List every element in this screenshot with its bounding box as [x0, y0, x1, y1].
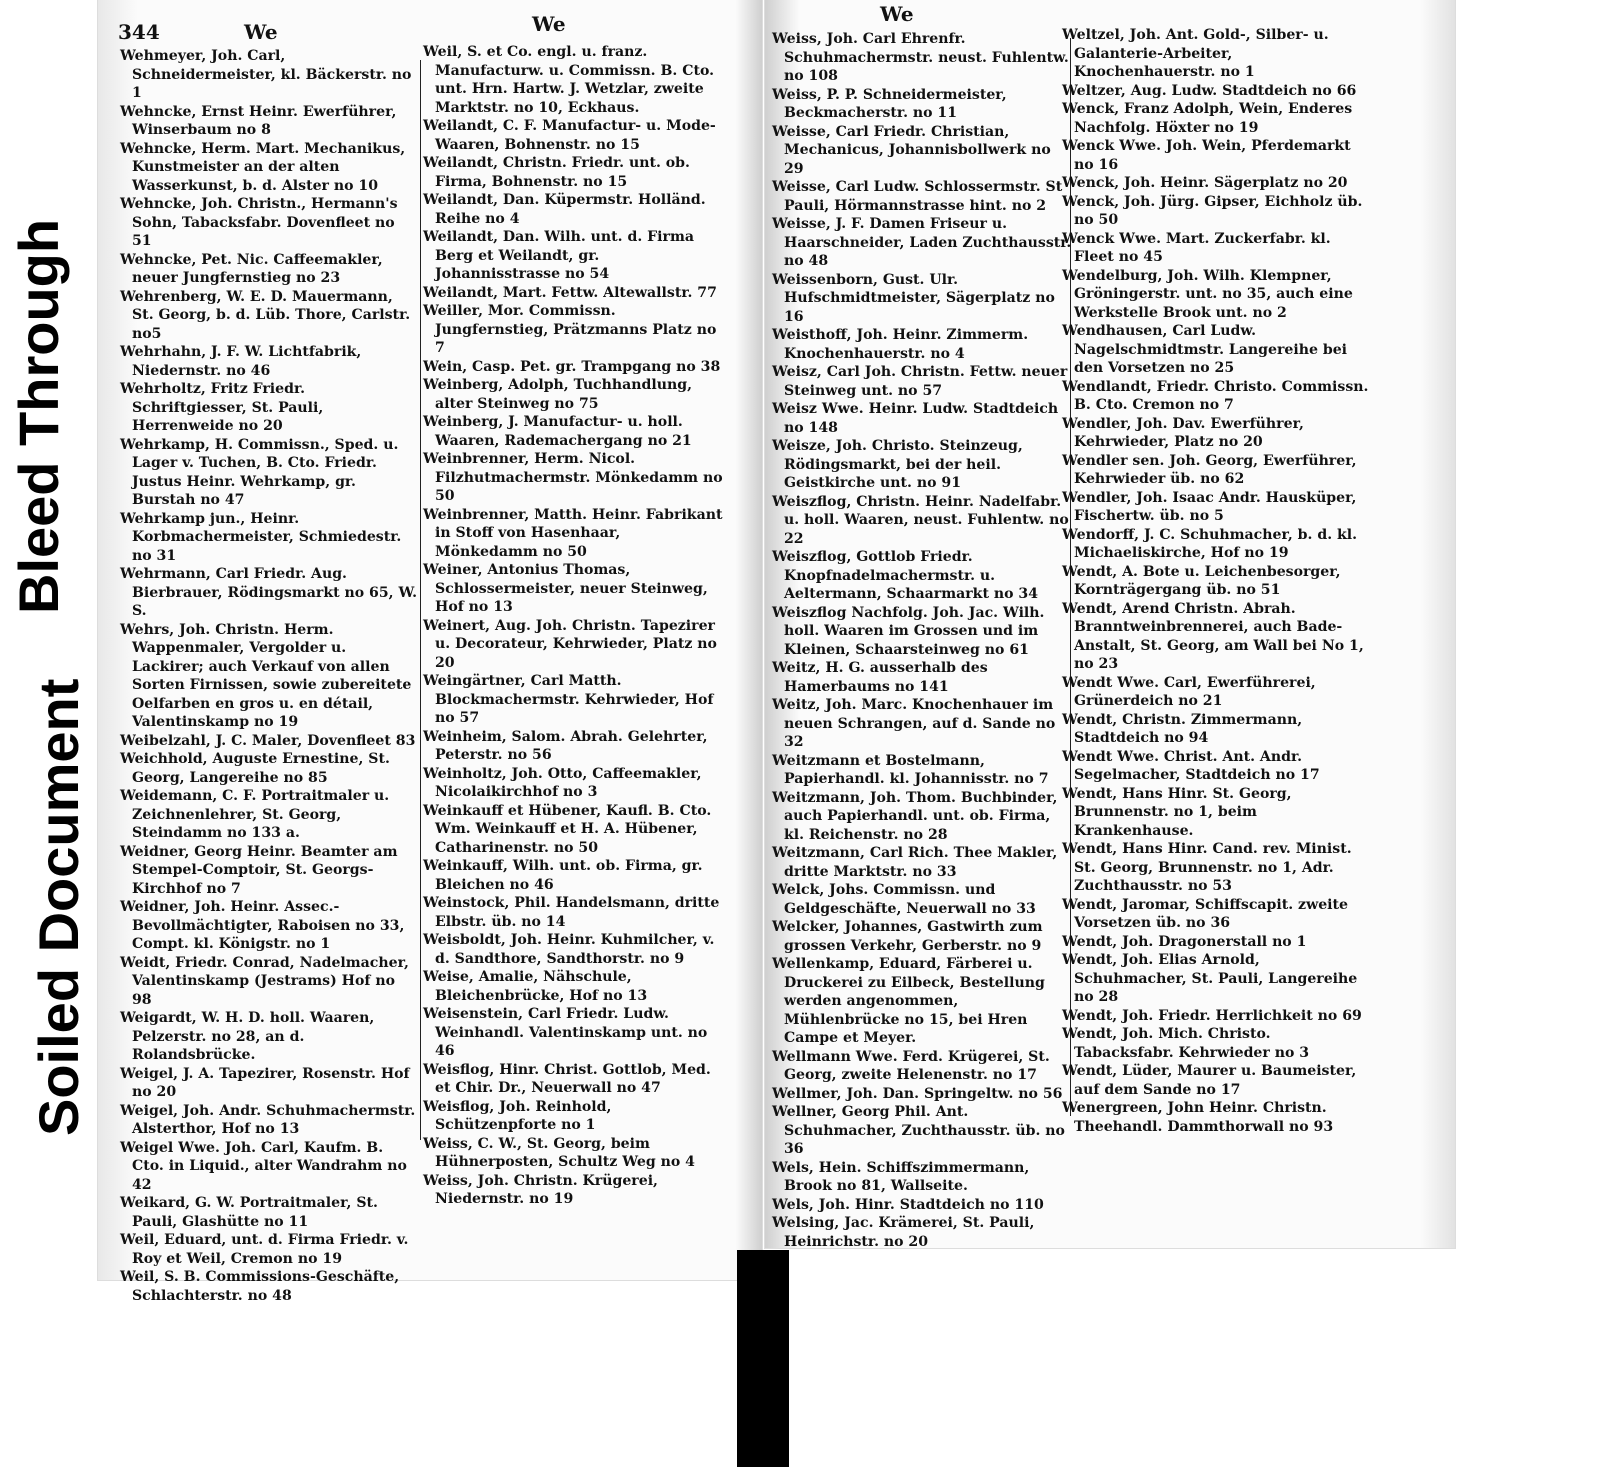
directory-entry: Weinberg, Adolph, Tuchhandlung, alter Steinweg no 75: [423, 377, 692, 412]
directory-entry: Wendt Wwe. Christ. Ant. Andr. Segelmacher, Stadtdeich no 17: [1062, 748, 1320, 783]
directory-entry: Weiss, Joh. Carl Ehrenfr. Schuhmachermstr. neust. Fuhlentw. no 108: [772, 31, 1069, 84]
directory-entry: Weinert, Aug. Joh. Christn. Tapezirer u. Decorateur, Kehrwieder, Platz no 20: [423, 617, 717, 671]
directory-entry: Weigel Wwe. Joh. Carl, Kaufm. B. Cto. in Liquid., alter Wandrahm no 42: [120, 1139, 407, 1193]
directory-entry: Wehncke, Herm. Mart. Mechanikus, Kunstmeister an der alten Wasserkunst, b. d. Alster no 10: [120, 140, 406, 194]
directory-entry: Weinholtz, Joh. Otto, Caffeemakler, Nicolaikirchhof no 3: [423, 765, 702, 800]
directory-entry: Weilandt, Christn. Friedr. unt. ob. Firma, Bohnenstr. no 15: [423, 155, 690, 190]
directory-entry: Weisflog, Hinr. Christ. Gottlob, Med. et Chir. Dr., Neuerwall no 47: [423, 1061, 711, 1096]
directory-entry: Weitz, Joh. Marc. Knochenhauer im neuen Schrangen, auf d. Sande no 32: [772, 697, 1056, 750]
directory-entry: Wendt Wwe. Carl, Ewerführerei, Grünerdeich no 21: [1062, 674, 1316, 709]
directory-entry: Weiss, Joh. Christn. Krügerei, Niedernstr. no 19: [423, 1172, 658, 1207]
directory-entry: Weikard, G. W. Portraitmaler, St. Pauli, Glashütte no 11: [120, 1195, 378, 1230]
directory-entry: Wenck, Joh. Heinr. Sägerplatz no 20: [1062, 175, 1348, 191]
left-page-header-right: We: [532, 12, 566, 36]
directory-entry: Weiss, P. P. Schneidermeister, Beckmacherstr. no 11: [772, 86, 1007, 121]
directory-entry: Weissenborn, Gust. Ulr. Hufschmidtmeister, Sägerplatz no 16: [772, 271, 1055, 325]
directory-entry: Weitzmann, Joh. Thom. Buchbinder, auch Papierhandl. unt. ob. Firma, kl. Reichenstr. no 28: [772, 789, 1058, 843]
directory-entry: Weinbrenner, Matth. Heinr. Fabrikant in Stoff von Hasenhaar, Mönkedamm no 50: [423, 506, 723, 560]
directory-entry: Wendt, Joh. Friedr. Herrlichkeit no 69: [1062, 1007, 1362, 1024]
directory-entry: Wehmeyer, Joh. Carl, Schneidermeister, kl. Bäckerstr. no 1: [120, 48, 412, 101]
directory-entry: Weiszflog Nachfolg. Joh. Jac. Wilh. holl. Waaren im Grossen und im Kleinen, Schaarsteinweg no 61: [772, 604, 1045, 658]
right-page-header: We: [880, 2, 914, 26]
directory-entry: Wein, Casp. Pet. gr. Trampgang no 38: [423, 358, 721, 375]
directory-entry: Wehncke, Pet. Nic. Caffeemakler, neuer Jungfernstieg no 23: [120, 251, 383, 286]
directory-entry: Weil, Eduard, unt. d. Firma Friedr. v. Roy et Weil, Cremon no 19: [120, 1232, 409, 1267]
directory-entry: Weisz, Carl Joh. Christn. Fettw. neuer Steinweg unt. no 57: [772, 364, 1068, 399]
directory-entry: Wendorff, J. C. Schuhmacher, b. d. kl. Michaeliskirche, Hof no 19: [1062, 526, 1358, 561]
directory-entry: Weingärtner, Carl Matth. Blockmachermstr. Kehrwieder, Hof no 57: [423, 673, 714, 726]
directory-entry: Wenergreen, John Heinr. Christn. Theehandl. Dammthorwall no 93: [1062, 1100, 1334, 1135]
directory-entry: Wehrmann, Carl Friedr. Aug. Bierbrauer, Rödingsmarkt no 65, W. S.: [120, 566, 418, 619]
directory-entry: Weidner, Joh. Heinr. Assec.-Bevollmächtigter, Raboisen no 33, Compt. kl. Königstr. no 1: [120, 899, 405, 952]
left-page-column-2: [423, 43, 725, 1209]
soiled-document-label: Soiled Document: [27, 678, 90, 1136]
directory-entry: Wenck Wwe. Joh. Wein, Pferdemarkt no 16: [1062, 138, 1351, 173]
directory-entry: Weisse, J. F. Damen Friseur u. Haarschneider, Laden Zuchthausstr. no 48: [772, 216, 1072, 269]
directory-entry: Wels, Joh. Hinr. Stadtdeich no 110: [772, 1196, 1044, 1213]
directory-entry: Wehrkamp jun., Heinr. Korbmachermeister, Schmiedestr. no 31: [120, 510, 402, 564]
gutter-shadow: [737, 1250, 789, 1467]
left-page-header-left: We: [244, 20, 278, 44]
directory-entry: Wendler, Joh. Isaac Andr. Hausküper, Fischertw. üb. no 5: [1062, 489, 1357, 524]
directory-entry: Wellenkamp, Eduard, Färberei u. Druckerei zu Eilbeck, Bestellung werden angenommen, Mühlenbrücke no 15, bei Hren Campe et Meyer.: [772, 956, 1045, 1046]
directory-entry: Weltzel, Joh. Ant. Gold-, Silber- u. Galanterie-Arbeiter, Knochenhauerstr. no 1: [1062, 27, 1329, 80]
directory-entry: Weil, S. et Co. engl. u. franz. Manufacturw. u. Commissn. B. Cto. unt. Hrn. Hartw. J. Wetzlar, zweite Marktstr. no 10, Eckhaus.: [423, 44, 715, 116]
directory-entry: Welsing, Jac. Krämerei, St. Pauli, Heinrichstr. no 20: [772, 1215, 1035, 1250]
directory-entry: Weiner, Antonius Thomas, Schlossermeister, neuer Steinweg, Hof no 13: [423, 562, 708, 615]
directory-entry: Wendler sen. Joh. Georg, Ewerführer, Kehrwieder üb. no 62: [1062, 452, 1357, 487]
directory-entry: Weilandt, C. F. Manufactur- u. Mode-Waaren, Bohnenstr. no 15: [423, 118, 716, 153]
directory-entry: Weibelzahl, J. C. Maler, Dovenfleet 83: [120, 732, 416, 749]
directory-entry: Wehncke, Ernst Heinr. Ewerführer, Winserbaum no 8: [120, 103, 397, 138]
directory-entry: Wellmann Wwe. Ferd. Krügerei, St. Georg, zweite Helenenstr. no 17: [772, 1048, 1050, 1083]
directory-entry: Wendt, Joh. Dragonerstall no 1: [1062, 933, 1307, 950]
directory-entry: Wendler, Joh. Dav. Ewerführer, Kehrwieder, Platz no 20: [1062, 415, 1304, 450]
directory-entry: Wendelburg, Joh. Wilh. Klempner, Gröningerstr. unt. no 35, auch eine Werkstelle Brook unt. no 2: [1062, 267, 1353, 321]
directory-entry: Weinberg, J. Manufactur- u. holl. Waaren, Rademachergang no 21: [423, 414, 692, 449]
directory-entry: Wenck Wwe. Mart. Zuckerfabr. kl. Fleet no 45: [1062, 230, 1331, 265]
directory-entry: Wehrkamp, H. Commissn., Sped. u. Lager v. Tuchen, B. Cto. Friedr. Justus Heinr. Wehrkamp, gr. Burstah no 47: [120, 436, 399, 508]
column-rule-left: [420, 60, 421, 1140]
directory-entry: Wendhausen, Carl Ludw. Nagelschmidtmstr. Langereihe bei den Vorsetzen no 25: [1062, 323, 1348, 376]
directory-entry: Wehncke, Joh. Christn., Hermann's Sohn, Tabacksfabr. Dovenfleet no 51: [120, 196, 398, 249]
directory-entry: Weinstock, Phil. Handelsmann, dritte Elbstr. üb. no 14: [423, 895, 720, 930]
directory-entry: Weichhold, Auguste Ernestine, St. Georg, Langereihe no 85: [120, 751, 390, 786]
directory-entry: Weisboldt, Joh. Heinr. Kuhmilcher, v. d. Sandthore, Sandthorstr. no 9: [423, 932, 715, 967]
right-page-column-2: [1062, 26, 1372, 1136]
directory-entry: Weisenstein, Carl Friedr. Ludw. Weinhandl. Valentinskamp unt. no 46: [423, 1006, 708, 1059]
directory-entry: Weiss, C. W., St. Georg, beim Hühnerposten, Schultz Weg no 4: [423, 1135, 695, 1170]
directory-entry: Wehrhahn, J. F. W. Lichtfabrik, Niedernstr. no 46: [120, 344, 362, 379]
directory-entry: Wendt, Jaromar, Schiffscapit. zweite Vorsetzen üb. no 36: [1062, 896, 1348, 931]
directory-entry: Weigel, Joh. Andr. Schuhmachermstr. Alsterthor, Hof no 13: [120, 1102, 416, 1137]
right-page-column-1: [772, 30, 1072, 1251]
directory-entry: Wels, Hein. Schiffszimmermann, Brook no 81, Wallseite.: [772, 1159, 1030, 1194]
directory-entry: Weisflog, Joh. Reinhold, Schützenpforte no 1: [423, 1098, 612, 1133]
directory-entry: Weil, S. B. Commissions-Geschäfte, Schlachterstr. no 48: [120, 1269, 400, 1304]
directory-entry: Weinkauff et Hübener, Kaufl. B. Cto. Wm. Weinkauff et H. A. Hübener, Catharinenstr. no 50: [423, 802, 712, 856]
directory-entry: Wendt, Joh. Elias Arnold, Schuhmacher, St. Pauli, Langereihe no 28: [1062, 952, 1358, 1005]
directory-entry: Wehrenberg, W. E. D. Mauermann, St. Georg, b. d. Lüb. Thore, Carlstr. no5: [120, 288, 411, 342]
directory-entry: Weigel, J. A. Tapezirer, Rosenstr. Hof no 20: [120, 1065, 410, 1100]
directory-entry: Weiszflog, Christn. Heinr. Nadelfabr. u. holl. Waaren, neust. Fuhlentw. no 22: [772, 493, 1069, 547]
directory-entry: Weidemann, C. F. Portraitmaler u. Zeichnenlehrer, St. Georg, Steindamm no 133 a.: [120, 788, 390, 841]
directory-entry: Wenck, Joh. Jürg. Gipser, Eichholz üb. no 50: [1062, 193, 1363, 228]
directory-entry: Wellner, Georg Phil. Ant. Schuhmacher, Zuchthausstr. üb. no 36: [772, 1104, 1065, 1157]
directory-entry: Weise, Amalie, Nähschule, Bleichenbrücke, Hof no 13: [423, 969, 648, 1004]
directory-entry: Weisze, Joh. Christo. Steinzeug, Rödingsmarkt, bei der heil. Geistkirche unt. no 91: [772, 438, 1023, 491]
directory-entry: Wehrs, Joh. Christn. Herm. Wappenmaler, Vergolder u. Lackirer; auch Verkauf von allen Sorten Firnissen, sowie zubereitete Oelfarben en gros u. en détail, Valentinskamp no 19: [120, 621, 412, 730]
directory-entry: Weidner, Georg Heinr. Beamter am Stempel-Comptoir, St. Georgs-Kirchhof no 7: [120, 843, 398, 897]
directory-entry: Weisz Wwe. Heinr. Ludw. Stadtdeich no 148: [772, 401, 1059, 436]
directory-entry: Weinheim, Salom. Abrah. Gelehrter, Peterstr. no 56: [423, 728, 708, 763]
directory-entry: Wendt, Lüder, Maurer u. Baumeister, auf dem Sande no 17: [1062, 1063, 1357, 1098]
directory-entry: Wehrholtz, Fritz Friedr. Schriftgiesser, St. Pauli, Herrenweide no 20: [120, 381, 324, 434]
directory-entry: Welck, Johs. Commissn. und Geldgeschäfte, Neuerwall no 33: [772, 882, 1036, 917]
directory-entry: Weinbrenner, Herm. Nicol. Filzhutmachermstr. Mönkedamm no 50: [423, 451, 723, 504]
directory-entry: Weilandt, Mart. Fettw. Altewallstr. 77: [423, 284, 717, 301]
directory-entry: Wendt, Hans Hinr. St. Georg, Brunnenstr. no 1, beim Krankenhause.: [1062, 785, 1292, 839]
directory-entry: Wellmer, Joh. Dan. Springeltw. no 56: [772, 1085, 1063, 1102]
directory-entry: Weltzer, Aug. Ludw. Stadtdeich no 66: [1062, 82, 1357, 99]
directory-entry: Wenck, Franz Adolph, Wein, Enderes Nachfolg. Höxter no 19: [1062, 101, 1353, 136]
directory-entry: Weinkauff, Wilh. unt. ob. Firma, gr. Bleichen no 46: [423, 858, 703, 893]
directory-entry: Wendlandt, Friedr. Christo. Commissn. B. Cto. Cremon no 7: [1062, 378, 1369, 413]
directory-entry: Weitzmann et Bostelmann, Papierhandl. kl. Johannisstr. no 7: [772, 752, 1049, 787]
page-number: 344: [118, 20, 160, 44]
directory-entry: Weisse, Carl Ludw. Schlossermstr. St Pauli, Hörmannstrasse hint. no 2: [772, 179, 1063, 214]
directory-entry: Weilandt, Dan. Wilh. unt. d. Firma Berg et Weilandt, gr. Johannisstrasse no 54: [423, 229, 694, 282]
bleed-through-label: Bleed Through: [7, 218, 70, 614]
directory-entry: Welcker, Johannes, Gastwirth zum grossen Verkehr, Gerberstr. no 9: [772, 919, 1043, 954]
directory-entry: Weiller, Mor. Commissn. Jungfernstieg, Prätzmanns Platz no 7: [423, 303, 717, 356]
directory-entry: Weiszflog, Gottlob Friedr. Knopfnadelmachermstr. u. Aeltermann, Schaarmarkt no 34: [772, 549, 1039, 602]
directory-entry: Wendt, Hans Hinr. Cand. rev. Minist. St. Georg, Brunnenstr. no 1, Adr. Zuchthausstr. no 53: [1062, 841, 1352, 894]
directory-entry: Weisthoff, Joh. Heinr. Zimmerm. Knochenhauerstr. no 4: [772, 327, 1029, 362]
directory-entry: Wendt, Joh. Mich. Christo. Tabacksfabr. Kehrwieder no 3: [1062, 1026, 1310, 1061]
directory-entry: Weisse, Carl Friedr. Christian, Mechanicus, Johannisbollwerk no 29: [772, 123, 1051, 177]
directory-entry: Wendt, Christn. Zimmermann, Stadtdeich no 94: [1062, 711, 1303, 746]
left-page-column-1: [120, 47, 418, 1305]
directory-entry: Weigardt, W. H. D. holl. Waaren, Pelzerstr. no 28, an d. Rolandsbrücke.: [120, 1010, 375, 1063]
directory-entry: Weilandt, Dan. Küpermstr. Holländ. Reihe no 4: [423, 192, 706, 227]
directory-entry: Wendt, Arend Christn. Abrah. Branntweinbrennerei, auch Bade-Anstalt, St. Georg, am Wall bei No 1, no 23: [1062, 600, 1364, 672]
directory-entry: Weitzmann, Carl Rich. Thee Makler, dritte Marktstr. no 33: [772, 845, 1058, 880]
directory-entry: Wendt, A. Bote u. Leichenbesorger, Kornträgergang üb. no 51: [1062, 563, 1341, 598]
directory-entry: Weidt, Friedr. Conrad, Nadelmacher, Valentinskamp (Jestrams) Hof no 98: [120, 954, 409, 1008]
directory-entry: Weitz, H. G. ausserhalb des Hamerbaums no 141: [772, 660, 988, 695]
